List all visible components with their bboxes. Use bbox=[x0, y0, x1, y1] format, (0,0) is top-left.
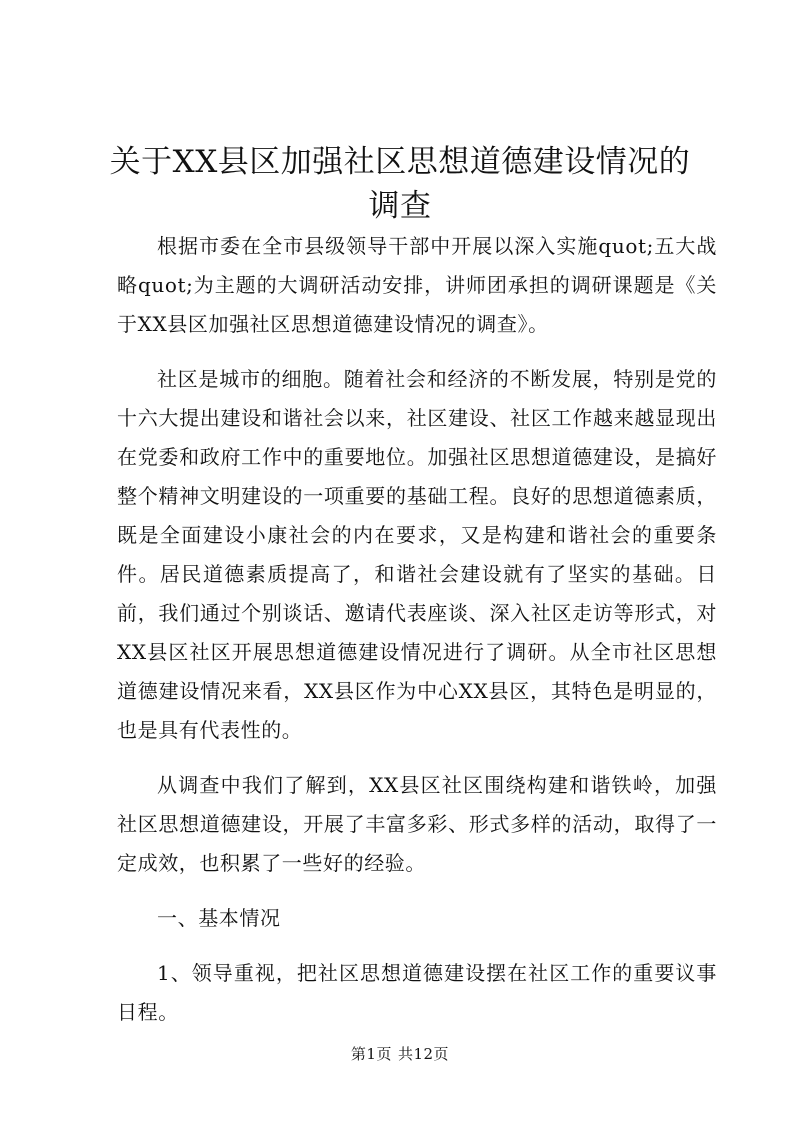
paragraph-item-1: 1、领导重视，把社区思想道德建设摆在社区工作的重要议事日程。 bbox=[117, 961, 717, 1024]
section-heading-basic-situation: 一、基本情况 bbox=[157, 906, 281, 930]
document-title: 关于XX县区加强社区思想道德建设情况的调查 bbox=[109, 144, 691, 224]
total-pages: 共12页 bbox=[397, 1045, 450, 1063]
page-footer bbox=[0, 1044, 800, 1064]
paragraph-survey-findings: 从调查中我们了解到，XX县区社区围绕构建和谐铁岭，加强社区思想道德建设，开展了丰富多彩、形式多样的活动，取得了一定成效，也积累了一些好的经验。 bbox=[117, 773, 717, 875]
document-body bbox=[117, 227, 717, 1032]
paragraph-community-background: 社区是城市的细胞。随着社会和经济的不断发展，特别是党的十六大提出建设和谐社会以来，社区建设、社区工作越来越显现出在党委和政府工作中的重要地位。加强社区思想道德建设，是搞好整个精神文明建设的一项重要的基础工程。良好的思想道德素质，既是全面建设小康社会的内在要求，又是构建和谐社会的重要条件。居民道德素质提高了，和谐社会建设就有了坚实的基础。日前，我们通过个别谈话、邀请代表座谈、深入社区走访等形式，对XX县区社区开展思想道德建设情况进行了调研。从全市社区思想道德建设情况来看，XX县区作为中心XX县区，其特色是明显的，也是具有代表性的。 bbox=[117, 367, 717, 742]
page-number: 第1页 bbox=[350, 1045, 392, 1063]
paragraph-intro: 根据市委在全市县级领导干部中开展以深入实施quot;五大战略quot;为主题的大调研活动安排，讲师团承担的调研课题是《关于XX县区加强社区思想道德建设情况的调查》。 bbox=[117, 234, 717, 336]
